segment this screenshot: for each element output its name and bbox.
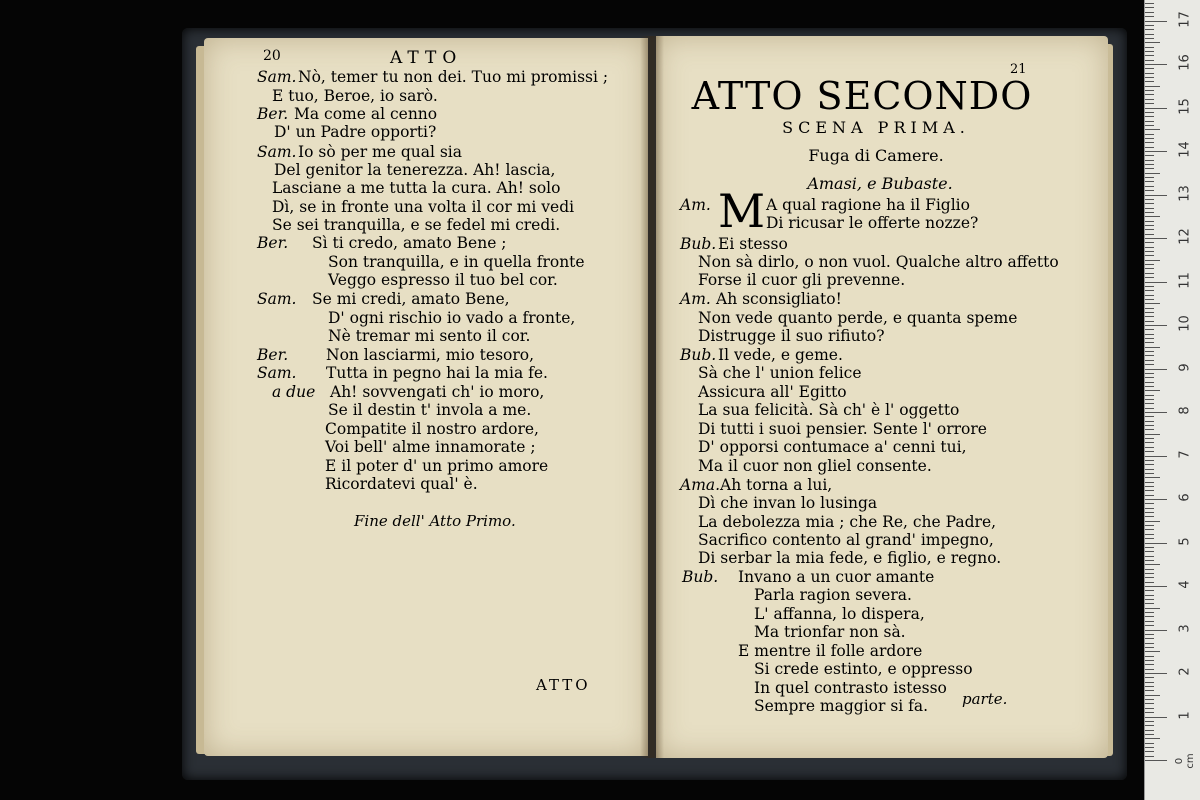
ruler-tick xyxy=(1145,77,1154,78)
ruler-tick xyxy=(1145,734,1154,735)
ruler-tick xyxy=(1145,686,1154,687)
ruler-tick xyxy=(1145,247,1154,248)
ruler-tick xyxy=(1145,177,1154,178)
ruler-tick xyxy=(1145,21,1167,22)
ruler-tick xyxy=(1145,38,1154,39)
ruler-tick xyxy=(1145,569,1154,570)
ruler-tick xyxy=(1145,456,1167,457)
verse-line: Dì, se in fronte una volta il cor mi vedi xyxy=(272,198,575,216)
verse-line: D' ogni rischio io vado a fronte, xyxy=(328,309,576,327)
exit-note: parte. xyxy=(962,690,1008,708)
ruler-tick xyxy=(1145,712,1154,713)
ruler-tick xyxy=(1145,138,1154,139)
ruler-tick xyxy=(1145,34,1154,35)
verse-line: Ah sconsigliato! xyxy=(716,290,842,308)
ruler-number: 5 xyxy=(1177,536,1193,546)
ruler-tick xyxy=(1145,164,1154,165)
ruler-tick xyxy=(1145,142,1154,143)
ruler-tick xyxy=(1145,151,1167,152)
act-title: ATTO SECONDO xyxy=(691,74,1033,118)
verse-line: Sempre maggior si fa. xyxy=(754,697,929,715)
ruler-tick xyxy=(1145,190,1154,191)
verse-line: Assicura all' Egitto xyxy=(698,383,847,401)
verse-line: Dì che invan lo lusinga xyxy=(698,494,878,512)
ruler-number: 11 xyxy=(1177,271,1193,289)
ruler-tick xyxy=(1145,308,1154,309)
ruler-tick xyxy=(1145,295,1154,296)
verse-line: Ah torna a lui, xyxy=(720,476,833,494)
ruler-tick xyxy=(1145,55,1154,56)
ruler-tick xyxy=(1145,86,1160,87)
ruler-tick xyxy=(1145,134,1154,135)
ruler-number: 4 xyxy=(1177,580,1193,589)
ruler-tick xyxy=(1145,129,1160,130)
ruler-tick xyxy=(1145,51,1154,52)
ruler-tick xyxy=(1145,208,1154,209)
ruler-tick xyxy=(1145,708,1154,709)
ruler-number: 15 xyxy=(1177,97,1193,115)
ruler-number: 14 xyxy=(1177,141,1193,158)
ruler-number: 10 xyxy=(1177,315,1193,332)
ruler-tick xyxy=(1145,395,1154,396)
ruler-tick xyxy=(1145,643,1154,644)
ruler-tick xyxy=(1145,603,1154,604)
ruler-tick xyxy=(1145,425,1154,426)
ruler-tick xyxy=(1145,586,1167,587)
ruler-tick xyxy=(1145,490,1154,491)
ruler-tick xyxy=(1145,264,1154,265)
ruler-tick xyxy=(1145,451,1154,452)
ruler-tick xyxy=(1145,282,1167,283)
ruler-tick xyxy=(1145,725,1154,726)
ruler-tick xyxy=(1145,181,1154,182)
ruler-tick xyxy=(1145,351,1154,352)
verse-line: Se sei tranquilla, e se fedel mi credi. xyxy=(272,216,561,234)
ruler-tick xyxy=(1145,464,1154,465)
ruler-tick xyxy=(1145,290,1154,291)
ruler-number: 6 xyxy=(1177,493,1193,502)
ruler-tick xyxy=(1145,168,1154,169)
ruler-tick xyxy=(1145,747,1154,748)
ruler-tick xyxy=(1145,255,1154,256)
ruler-tick xyxy=(1145,682,1154,683)
catchword: ATTO xyxy=(536,676,591,694)
ruler-tick xyxy=(1145,503,1154,504)
ruler-tick xyxy=(1145,377,1154,378)
ruler-tick xyxy=(1145,651,1160,652)
ruler-tick xyxy=(1145,334,1154,335)
ruler-tick xyxy=(1145,695,1160,696)
ruler-tick xyxy=(1145,638,1154,639)
ruler-tick xyxy=(1145,312,1154,313)
ruler-number: 13 xyxy=(1177,184,1193,202)
ruler-tick xyxy=(1145,3,1154,4)
verse-line: Non sà dirlo, o non vuol. Qualche altro affetto xyxy=(698,253,1059,271)
ruler-tick xyxy=(1145,112,1154,113)
ruler-tick xyxy=(1145,738,1160,739)
verse-line: Tutta in pegno hai la mia fe. xyxy=(326,364,548,382)
speaker-label: Bub. xyxy=(680,346,717,364)
ruler-tick xyxy=(1145,482,1154,483)
speaker-label: Ama. xyxy=(680,476,721,494)
verse-line: Lasciane a me tutta la cura. Ah! solo xyxy=(272,179,561,197)
ruler-tick xyxy=(1145,81,1154,82)
ruler-tick xyxy=(1145,234,1154,235)
ruler-tick xyxy=(1145,551,1154,552)
speaker-label: Bub. xyxy=(682,568,719,586)
ruler-tick xyxy=(1145,625,1154,626)
ruler-tick xyxy=(1145,99,1154,100)
ruler-number: 2 xyxy=(1177,667,1193,676)
ruler-tick xyxy=(1145,155,1154,156)
verse-line: Ei stesso xyxy=(718,235,788,253)
ruler-tick xyxy=(1145,116,1154,117)
ruler-tick xyxy=(1145,743,1154,744)
ruler-tick xyxy=(1145,64,1167,65)
speaker-label: Ber. xyxy=(257,105,289,123)
ruler-tick xyxy=(1145,12,1154,13)
ruler-tick xyxy=(1145,703,1154,704)
ruler-tick xyxy=(1145,212,1154,213)
speaker-label: a due xyxy=(272,383,316,401)
verse-line: Ma il cuor non gliel consente. xyxy=(698,457,932,475)
verse-line: In quel contrasto istesso xyxy=(754,679,947,697)
ruler-tick xyxy=(1145,647,1154,648)
ruler-tick xyxy=(1145,369,1167,370)
ruler-tick xyxy=(1145,556,1154,557)
verse-line: Si crede estinto, e oppresso xyxy=(754,660,973,678)
verse-line: A qual ragione ha il Figlio xyxy=(766,196,970,214)
ruler-tick xyxy=(1145,595,1154,596)
ruler-tick xyxy=(1145,412,1167,413)
ruler-tick xyxy=(1145,399,1154,400)
verse-line: Se mi credi, amato Bene, xyxy=(312,290,510,308)
ruler-tick xyxy=(1145,321,1154,322)
ruler-tick xyxy=(1145,529,1154,530)
ruler-tick xyxy=(1145,751,1154,752)
scene-characters: Amasi, e Bubaste. xyxy=(807,174,953,193)
ruler-tick xyxy=(1145,582,1154,583)
verse-line: Distrugge il suo rifiuto? xyxy=(698,327,885,345)
verse-line: D' opporsi contumace a' cenni tui, xyxy=(698,438,967,456)
ruler-tick xyxy=(1145,364,1154,365)
ruler-tick xyxy=(1145,299,1154,300)
ruler-tick xyxy=(1145,390,1160,391)
ruler-tick xyxy=(1145,416,1154,417)
left-page-number: 20 xyxy=(263,48,281,64)
ruler-tick xyxy=(1145,721,1154,722)
verse-line: Invano a un cuor amante xyxy=(738,568,935,586)
ruler-tick xyxy=(1145,382,1154,383)
ruler-tick xyxy=(1145,125,1154,126)
ruler-tick xyxy=(1145,434,1160,435)
ruler-tick xyxy=(1145,203,1154,204)
ruler-tick xyxy=(1145,147,1154,148)
ruler-tick xyxy=(1145,634,1154,635)
book-gutter xyxy=(640,36,664,758)
verse-line: E mentre il folle ardore xyxy=(738,642,923,660)
ruler-unit-label: 0 cm xyxy=(1174,753,1196,769)
verse-line: D' un Padre opporti? xyxy=(274,123,437,141)
ruler-tick xyxy=(1145,534,1154,535)
ruler-tick xyxy=(1145,499,1167,500)
ruler-tick xyxy=(1145,599,1154,600)
speaker-label: Sam. xyxy=(257,68,297,86)
ruler-tick xyxy=(1145,495,1154,496)
ruler-tick xyxy=(1145,403,1154,404)
speaker-label: Sam. xyxy=(257,364,297,382)
ruler-tick xyxy=(1145,408,1154,409)
speaker-label: Ber. xyxy=(257,234,289,252)
ruler-tick xyxy=(1145,103,1154,104)
ruler-tick xyxy=(1145,195,1167,196)
ruler-tick xyxy=(1145,590,1154,591)
ruler-tick xyxy=(1145,442,1154,443)
ruler-tick xyxy=(1145,521,1160,522)
ruler-tick xyxy=(1145,656,1154,657)
verse-line: Di serbar la mia fede, e figlio, e regno. xyxy=(698,549,1002,567)
ruler-tick xyxy=(1145,477,1160,478)
ruler-tick xyxy=(1145,47,1154,48)
ruler-tick xyxy=(1145,60,1154,61)
ruler-tick xyxy=(1145,469,1154,470)
ruler-tick xyxy=(1145,16,1154,17)
verse-line: Nè tremar mi sento il cor. xyxy=(328,327,531,345)
verse-line: Ma come al cenno xyxy=(294,105,438,123)
ruler-tick xyxy=(1145,94,1154,95)
ruler-number: 17 xyxy=(1177,10,1193,28)
ruler-tick xyxy=(1145,273,1154,274)
ruler-tick xyxy=(1145,421,1154,422)
ruler-tick xyxy=(1145,677,1154,678)
verse-line: Sì ti credo, amato Bene ; xyxy=(312,234,507,252)
ruler-tick xyxy=(1145,429,1154,430)
ruler-number: 8 xyxy=(1177,406,1193,415)
ruler-tick xyxy=(1145,186,1154,187)
measuring-ruler xyxy=(1144,0,1200,800)
verse-line: Son tranquilla, e in quella fronte xyxy=(328,253,585,271)
ruler-tick xyxy=(1145,699,1154,700)
ruler-tick xyxy=(1145,329,1154,330)
verse-line: Sà che l' union felice xyxy=(698,364,862,382)
verse-line: L' affanna, lo dispera, xyxy=(754,605,925,623)
ruler-tick xyxy=(1145,756,1154,757)
speaker-label: Bub. xyxy=(680,235,717,253)
ruler-tick xyxy=(1145,616,1154,617)
verse-line: Ah! sovvengati ch' io moro, xyxy=(330,383,545,401)
ruler-tick xyxy=(1145,438,1154,439)
scene-setting: Fuga di Camere. xyxy=(808,146,944,165)
ruler-tick xyxy=(1145,560,1154,561)
ruler-tick xyxy=(1145,516,1154,517)
ruler-tick xyxy=(1145,538,1154,539)
ruler-tick xyxy=(1145,286,1154,287)
verse-line: La sua felicità. Sà ch' è l' oggetto xyxy=(698,401,960,419)
speaker-label: Am. xyxy=(680,196,711,214)
speaker-label: Sam. xyxy=(257,290,297,308)
ruler-tick xyxy=(1145,717,1167,718)
ruler-tick xyxy=(1145,316,1154,317)
ruler-tick xyxy=(1145,160,1154,161)
ruler-tick xyxy=(1145,225,1154,226)
ruler-tick xyxy=(1145,564,1160,565)
ruler-tick xyxy=(1145,90,1154,91)
scene-title: SCENA PRIMA. xyxy=(782,118,970,137)
end-of-act: Fine dell' Atto Primo. xyxy=(354,512,516,530)
ruler-tick xyxy=(1145,68,1154,69)
ruler-tick xyxy=(1145,338,1154,339)
ruler-tick xyxy=(1145,251,1154,252)
verse-line: Forse il cuor gli prevenne. xyxy=(698,271,906,289)
ruler-tick xyxy=(1145,260,1160,261)
ruler-tick xyxy=(1145,630,1167,631)
ruler-tick xyxy=(1145,447,1154,448)
ruler-tick xyxy=(1145,547,1154,548)
ruler-tick xyxy=(1145,221,1154,222)
ruler-tick xyxy=(1145,512,1154,513)
ruler-number: 16 xyxy=(1177,54,1193,71)
ruler-tick xyxy=(1145,325,1167,326)
ruler-tick xyxy=(1145,486,1154,487)
verse-line: Parla ragion severa. xyxy=(754,586,912,604)
verse-line: La debolezza mia ; che Re, che Padre, xyxy=(698,513,997,531)
ruler-tick xyxy=(1145,473,1154,474)
ruler-tick xyxy=(1145,612,1154,613)
ruler-tick xyxy=(1145,173,1160,174)
speaker-label: Ber. xyxy=(257,346,289,364)
ruler-tick xyxy=(1145,108,1167,109)
ruler-tick xyxy=(1145,577,1154,578)
verse-line: Ricordatevi qual' è. xyxy=(325,475,478,493)
ruler-tick xyxy=(1145,543,1167,544)
speaker-label: Am. xyxy=(680,290,711,308)
ruler-tick xyxy=(1145,669,1154,670)
ruler-tick xyxy=(1145,121,1154,122)
running-head: ATTO xyxy=(390,48,463,68)
ruler-tick xyxy=(1145,608,1160,609)
ruler-tick xyxy=(1145,660,1154,661)
ruler-tick xyxy=(1145,238,1167,239)
verse-line: Non lasciarmi, mio tesoro, xyxy=(326,346,535,364)
verse-line: Nò, temer tu non dei. Tuo mi promissi ; xyxy=(298,68,609,86)
ruler-tick xyxy=(1145,573,1154,574)
ruler-tick xyxy=(1145,673,1167,674)
verse-line: Voi bell' alme innamorate ; xyxy=(325,438,536,456)
ruler-number: 1 xyxy=(1177,710,1193,720)
ruler-tick xyxy=(1145,242,1154,243)
right-page-number: 21 xyxy=(1010,62,1027,77)
verse-line: Io sò per me qual sia xyxy=(298,143,463,161)
ruler-tick xyxy=(1145,347,1160,348)
ruler-tick xyxy=(1145,730,1154,731)
ruler-tick xyxy=(1145,277,1154,278)
verse-line: Ma trionfar non sà. xyxy=(754,623,906,641)
verse-line: Di ricusar le offerte nozze? xyxy=(766,214,979,232)
ruler-number: 7 xyxy=(1177,449,1193,459)
ruler-tick xyxy=(1145,216,1160,217)
ruler-tick xyxy=(1145,621,1154,622)
ruler-tick xyxy=(1145,303,1160,304)
ruler-tick xyxy=(1145,386,1154,387)
ruler-tick xyxy=(1145,760,1167,761)
ruler-tick xyxy=(1145,508,1154,509)
ruler-tick xyxy=(1145,7,1154,8)
ruler-tick xyxy=(1145,73,1154,74)
ruler-tick xyxy=(1145,360,1154,361)
ruler-tick xyxy=(1145,690,1154,691)
ruler-tick xyxy=(1145,42,1160,43)
verse-line: E tuo, Beroe, io sarò. xyxy=(272,87,438,105)
verse-line: Non vede quanto perde, e quanta speme xyxy=(698,309,1018,327)
verse-line: Del genitor la tenerezza. Ah! lascia, xyxy=(274,161,556,179)
ruler-tick xyxy=(1145,664,1154,665)
ruler-number: 12 xyxy=(1177,228,1193,245)
ruler-tick xyxy=(1145,25,1154,26)
ruler-tick xyxy=(1145,525,1154,526)
verse-line: Veggo espresso il tuo bel cor. xyxy=(328,271,558,289)
ruler-number: 3 xyxy=(1177,623,1193,633)
speaker-label: Sam. xyxy=(257,143,297,161)
ruler-tick xyxy=(1145,373,1154,374)
verse-line: Il vede, e geme. xyxy=(718,346,843,364)
verse-line: Compatite il nostro ardore, xyxy=(325,420,539,438)
ruler-tick xyxy=(1145,460,1154,461)
ruler-tick xyxy=(1145,268,1154,269)
ruler-tick xyxy=(1145,29,1154,30)
verse-line: Di tutti i suoi pensier. Sente l' orrore xyxy=(698,420,987,438)
verse-line: Sacrifico contento al grand' impegno, xyxy=(698,531,994,549)
ruler-tick xyxy=(1145,199,1154,200)
ruler-tick xyxy=(1145,342,1154,343)
ruler-tick xyxy=(1145,355,1154,356)
ruler-tick xyxy=(1145,229,1154,230)
verse-line: E il poter d' un primo amore xyxy=(325,457,549,475)
ruler-number: 9 xyxy=(1177,362,1193,372)
drop-cap: M xyxy=(718,184,766,238)
verse-line: Se il destin t' invola a me. xyxy=(328,401,532,419)
